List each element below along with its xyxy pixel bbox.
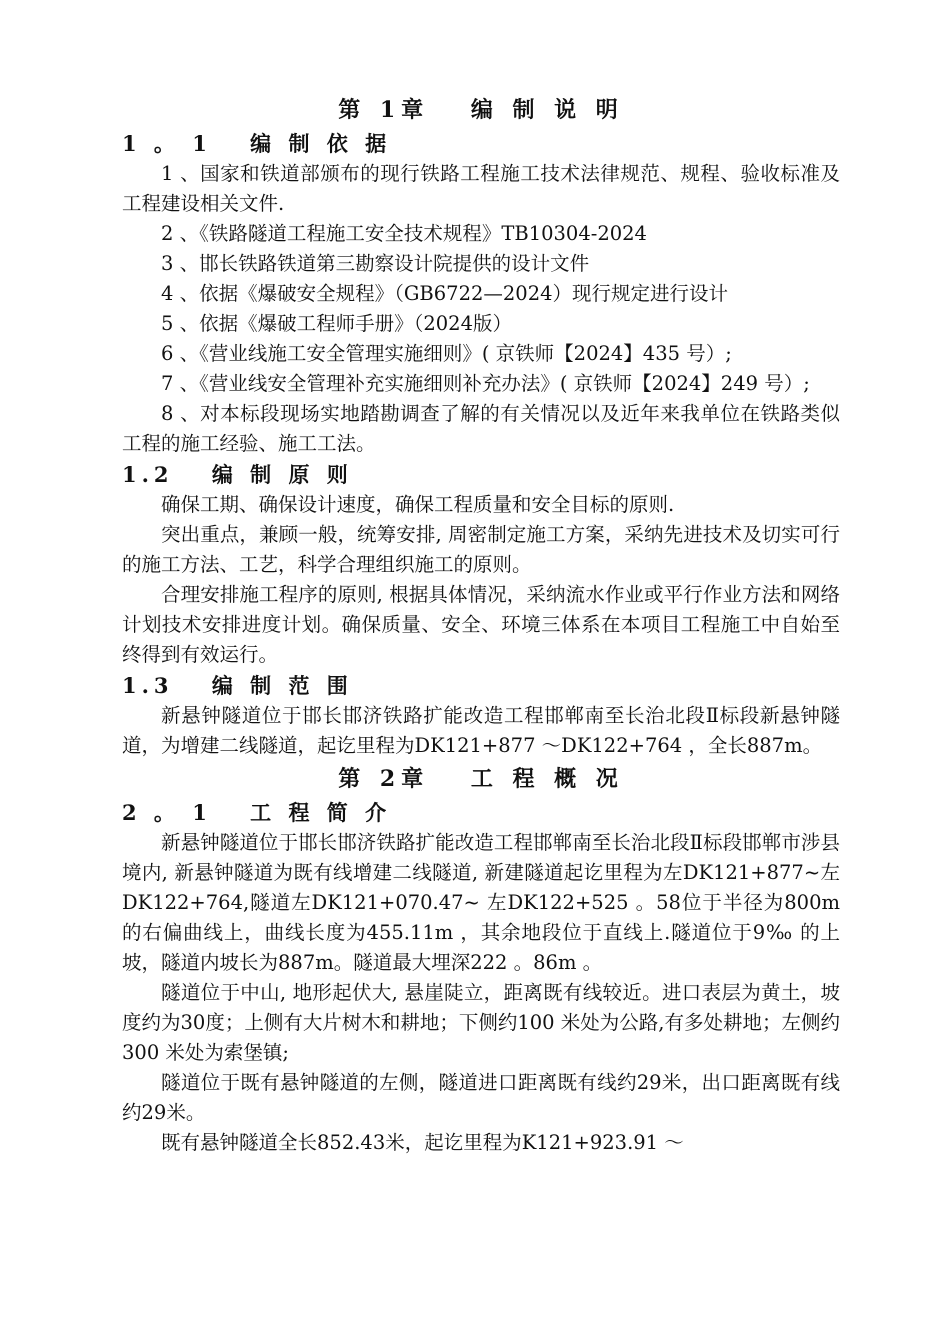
paragraph: 新悬钟隧道位于邯长邯济铁路扩能改造工程邯郸南至长治北段Ⅱ标段邯郸市涉县境内, 新悬钟隧道为既有线增建二线隧道, 新建隧道起讫里程为左DK121+877~左DK122+764,隧道左DK121+070.47~ 左DK122+525 。58位于半径为800m的右偏曲线上，曲线长度为455.11m ，其余地段位于直线上.隧道位于9‰ 的上坡，隧道内坡长为887m。隧道最大埋深222 。86m 。 xyxy=(122,831,840,974)
paragraph: 新悬钟隧道位于邯长邯济铁路扩能改造工程邯郸南至长治北段Ⅱ标段新悬钟隧道，为增建二线隧道，起讫里程为DK121+877 ～DK122+764 ，全长887m。 xyxy=(122,704,840,757)
paragraph: 7 、《营业线安全管理补充实施细则补充办法》( 京铁师【2024】249 号）; xyxy=(161,372,810,395)
paragraph: 隧道位于中山, 地形起伏大, 悬崖陡立，距离既有线较近。进口表层为黄土，坡度约为30度；上侧有大片树木和耕地；下侧约100 米处为公路,有多处耕地；左侧约300 米处为索堡镇; xyxy=(122,981,840,1064)
paragraph: 3 、邯长铁路铁道第三勘察设计院提供的设计文件 xyxy=(161,252,590,275)
paragraph: 1 、国家和铁道部颁布的现行铁路工程施工技术法律规范、规程、验收标准及工程建设相关文件. xyxy=(122,162,840,215)
paragraph: 确保工期、确保设计速度，确保工程质量和安全目标的原则. xyxy=(161,493,675,516)
chapter-1-title: 第 1章 编 制 说 明 xyxy=(338,97,624,123)
paragraph: 突出重点，兼顾一般，统筹安排, 周密制定施工方案，采纳先进技术及切实可行的施工方法、工艺，科学合理组织施工的原则。 xyxy=(122,523,840,576)
section-2-1-heading: 2 。 1 工 程 简 介 xyxy=(122,800,392,825)
section-1-1-heading: 1 。 1 编 制 依 据 xyxy=(122,131,392,156)
paragraph: 8 、对本标段现场实地踏勘调查了解的有关情况以及近年来我单位在铁路类似工程的施工经验、施工工法。 xyxy=(122,402,840,455)
section-1-2-heading: 1.2 编 制 原 则 xyxy=(122,462,353,487)
paragraph: 5 、依据《爆破工程师手册》（2024版） xyxy=(161,312,512,335)
paragraph: 4 、依据《爆破安全规程》（GB6722—2024）现行规定进行设计 xyxy=(161,282,729,305)
paragraph: 6 、《营业线施工安全管理实施细则》( 京铁师【2024】435 号）; xyxy=(161,342,732,365)
paragraph: 2 、《铁路隧道工程施工安全技术规程》TB10304-2024 xyxy=(161,222,647,245)
chapter-2-title: 第 2章 工 程 概 况 xyxy=(338,766,624,792)
paragraph: 合理安排施工程序的原则, 根据具体情况，采纳流水作业或平行作业方法和网络计划技术安排进度计划。确保质量、安全、环境三体系在本项目工程施工中自始至终得到有效运行。 xyxy=(122,583,840,666)
paragraph: 隧道位于既有悬钟隧道的左侧，隧道进口距离既有线约29米，出口距离既有线约29米。 xyxy=(122,1071,840,1124)
section-1-3-heading: 1.3 编 制 范 围 xyxy=(122,673,353,698)
paragraph: 既有悬钟隧道全长852.43米，起讫里程为K121+923.91 ～ xyxy=(161,1131,684,1154)
